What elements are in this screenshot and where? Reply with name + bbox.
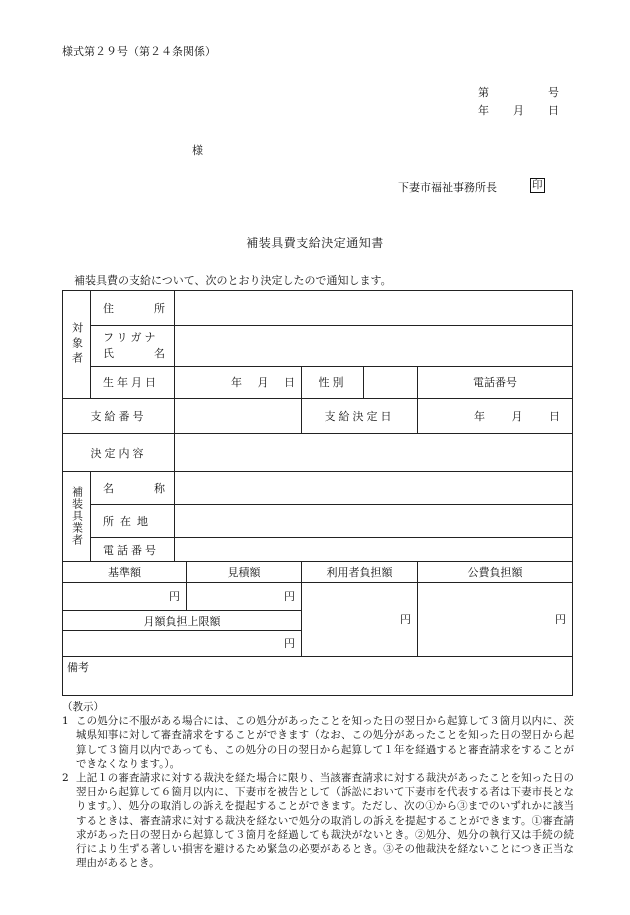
- payment-number-value[interactable]: [175, 399, 302, 434]
- issue-year-label: 年: [478, 104, 489, 117]
- seal-mark: 印: [532, 179, 543, 191]
- issue-day-label: 日: [548, 104, 559, 117]
- vendor-location-label: 所在地: [91, 505, 175, 538]
- issue-month-label: 月: [513, 104, 524, 117]
- public-burden-value[interactable]: [418, 582, 573, 656]
- intro-text: 補装具費の支給について、次のとおり決定したので通知します。: [74, 274, 392, 287]
- yen-unit: 円: [284, 637, 295, 651]
- phone-label: 電話番号: [418, 366, 573, 398]
- birthdate-label: 生年月日: [91, 366, 175, 398]
- name-value[interactable]: [175, 326, 573, 366]
- birth-month-label: 月: [257, 376, 269, 390]
- vendor-phone-value[interactable]: [175, 538, 573, 561]
- row-vendor-phone: [63, 538, 573, 561]
- standard-amount-value[interactable]: [63, 582, 187, 610]
- row-amount-headers: [63, 561, 573, 582]
- yen-unit: 円: [169, 590, 180, 604]
- yen-unit: 円: [284, 590, 295, 604]
- row-decision: [63, 434, 573, 471]
- vendor-name-label: 名 称: [91, 471, 175, 504]
- address-value[interactable]: [175, 291, 573, 326]
- notice-number: 1: [62, 715, 69, 728]
- yen-unit: 円: [555, 613, 566, 627]
- row-address: [63, 291, 573, 326]
- subject-label-cell: [63, 291, 91, 399]
- form-number: 様式第２９号（第２４条関係）: [62, 45, 216, 58]
- row-birthdate: [63, 366, 573, 398]
- vendor-label-cell: [63, 471, 91, 561]
- notice-number: 2: [62, 772, 69, 785]
- vendor-phone-label: 電話番号: [91, 538, 175, 561]
- estimate-amount-label: 見積額: [187, 561, 302, 582]
- document-number-suffix: 号: [548, 86, 559, 99]
- subject-label: 対象者: [70, 322, 84, 368]
- standard-amount-label: 基準額: [63, 561, 187, 582]
- form-table: [62, 290, 573, 696]
- row-amount-values: [63, 582, 573, 610]
- document-title: 補装具費支給決定通知書: [246, 236, 384, 250]
- notice-heading: （教示）: [62, 701, 104, 713]
- row-remarks: [63, 656, 573, 695]
- monthly-limit-label: 月額負担上限額: [63, 611, 302, 631]
- decision-year-label: 年: [474, 410, 485, 424]
- notice-item: [62, 714, 574, 771]
- name-label-cell: [91, 326, 175, 366]
- monthly-limit-value[interactable]: [63, 631, 302, 656]
- yen-unit: 円: [400, 613, 411, 627]
- row-vendor-location: [63, 505, 573, 538]
- document-number-prefix: 第: [478, 86, 489, 99]
- gender-value[interactable]: [364, 366, 418, 398]
- decision-month-label: 月: [511, 410, 523, 424]
- decision-content-value[interactable]: [175, 434, 573, 471]
- decision-content-label: 決定内容: [63, 434, 175, 471]
- decision-date-value[interactable]: [418, 399, 573, 434]
- issuer-name: 下妻市福祉事務所長: [398, 181, 497, 194]
- public-burden-label: 公費負担額: [418, 561, 573, 582]
- user-burden-value[interactable]: [302, 582, 418, 656]
- notice-text: 上記１の審査請求に対する裁決を経た場合に限り、当該審査請求に対する裁決があったことを知った日の翌日から起算して６箇月以内に、下妻市を被告として（訴訟において下妻市を代表する者は下妻市長となります。）、処分の取消しの訴えを提起することができます。ただし、次の①から③までのいずれかに該当するときは、審査請求に対する裁決を経ないで処分の取消しの訴えを提起することができます。①審査請求があった日の翌日から起算して３箇月を経過しても裁決がないとき。②処分、処分の執行又は手続の続行により生ずる著しい損害を避けるため緊急の必要があるとき。③その他裁決を経ないことにつき正当な理由があるとき。: [76, 772, 574, 870]
- estimate-amount-value[interactable]: [187, 582, 302, 610]
- addressee-honorific: 様: [192, 144, 203, 157]
- row-vendor-name: [63, 471, 573, 504]
- notice-item: [62, 771, 574, 870]
- notice-text: この処分に不服がある場合には、この処分があったことを知った日の翌日から起算して３箇月以内に、茨城県知事に対して審査請求をすることができます（なお、この処分があったことを知った日の翌日から起算して３箇月以内であっても、この処分の日の翌日から起算して１年を経過すると審査請求をすることができなくなります。）。: [76, 715, 574, 770]
- appeal-notice: [62, 700, 574, 870]
- name-label: 氏 名: [103, 347, 171, 361]
- gender-label: 性別: [302, 366, 364, 398]
- remarks-label: 備考: [67, 660, 89, 674]
- birthdate-value[interactable]: [175, 366, 302, 398]
- vendor-label: 補装具業者: [70, 486, 84, 547]
- row-payment: [63, 399, 573, 434]
- birth-year-label: 年: [231, 376, 242, 390]
- vendor-location-value[interactable]: [175, 505, 573, 538]
- decision-date-label: 支給決定日: [302, 399, 418, 434]
- furigana-label: フリガナ: [103, 331, 159, 345]
- user-burden-label: 利用者負担額: [302, 561, 418, 582]
- decision-day-label: 日: [549, 410, 560, 424]
- remarks-cell[interactable]: [63, 656, 573, 695]
- birth-day-label: 日: [284, 376, 295, 390]
- payment-number-label: 支給番号: [63, 399, 175, 434]
- vendor-name-value[interactable]: [175, 471, 573, 504]
- row-name: [63, 326, 573, 366]
- address-label: 住 所: [91, 291, 175, 326]
